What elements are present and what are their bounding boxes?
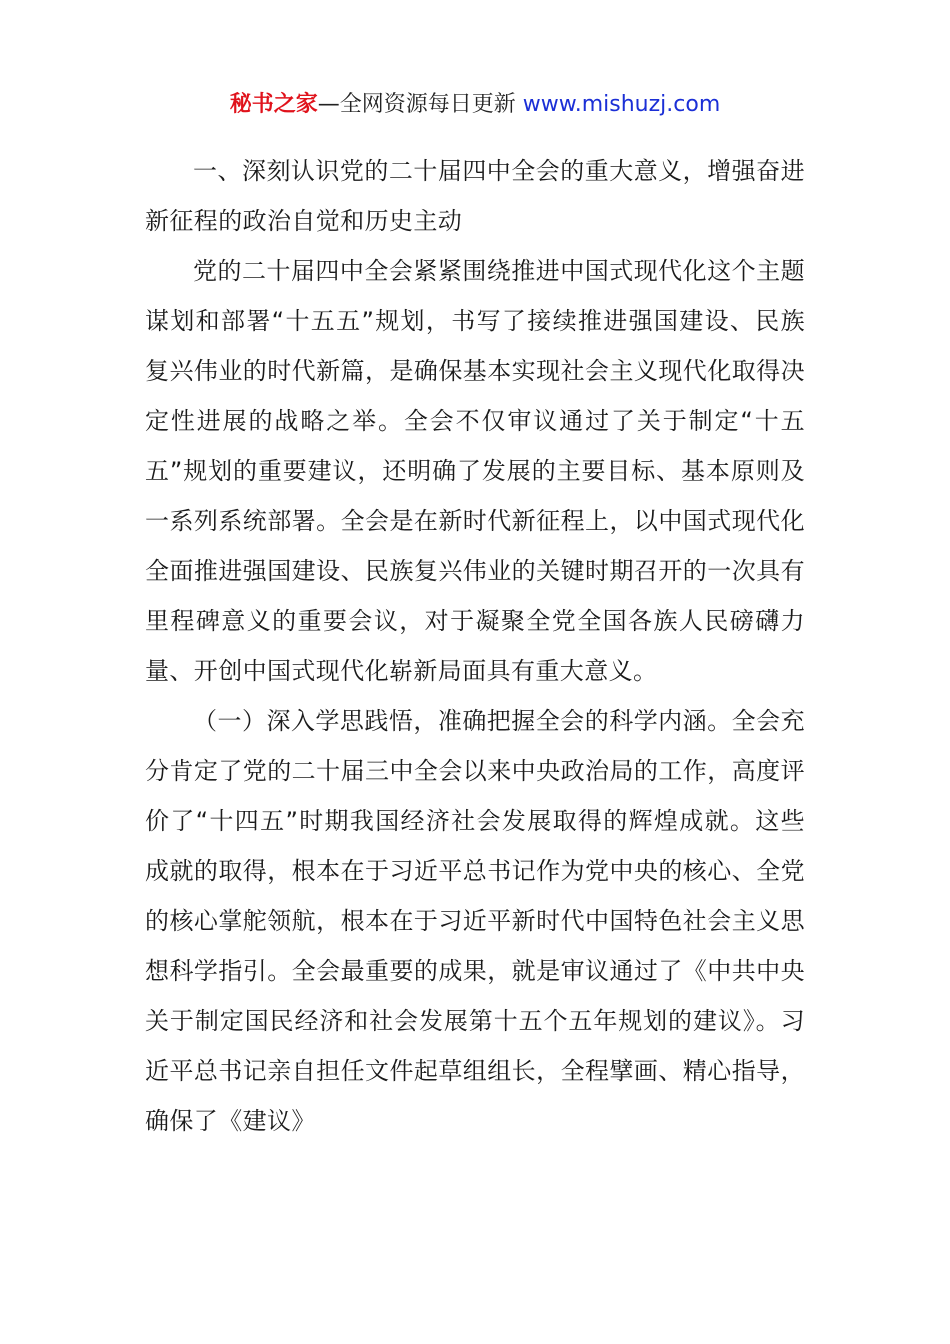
header-brand: 秘书之家 — [229, 92, 318, 117]
site-header — [0, 88, 950, 122]
document-body — [145, 146, 805, 1146]
section-heading: 一、深刻认识党的二十届四中全会的重大意义，增强奋进新征程的政治自觉和历史主动 — [145, 157, 805, 235]
header-url-link[interactable]: www.mishuzj.com — [522, 92, 721, 117]
paragraph-2: （一）深入学思践悟，准确把握全会的科学内涵。全会充分肯定了党的二十届三中全会以来中央政治局的工作，高度评价了“十四五”时期我国经济社会发展取得的辉煌成就。这些成就的取得，根本在于习近平总书记作为党中央的核心、全党的核心掌舵领航，根本在于习近平新时代中国特色社会主义思想科学指引。全会最重要的成果，就是审议通过了《中共中央关于制定国民经济和社会发展第十五个五年规划的建议》。习近平总书记亲自担任文件起草组组长，全程擘画、精心指导，确保了《建议》 — [145, 707, 805, 1135]
header-tagline: —全网资源每日更新 — [317, 92, 523, 117]
paragraph-1: 党的二十届四中全会紧紧围绕推进中国式现代化这个主题谋划和部署“十五五”规划，书写了接续推进强国建设、民族复兴伟业的时代新篇，是确保基本实现社会主义现代化取得决定性进展的战略之举。全会不仅审议通过了关于制定“十五五”规划的重要建议，还明确了发展的主要目标、基本原则及一系列系统部署。全会是在新时代新征程上，以中国式现代化全面推进强国建设、民族复兴伟业的关键时期召开的一次具有里程碑意义的重要会议，对于凝聚全党全国各族人民磅礴力量、开创中国式现代化崭新局面具有重大意义。 — [145, 257, 805, 685]
